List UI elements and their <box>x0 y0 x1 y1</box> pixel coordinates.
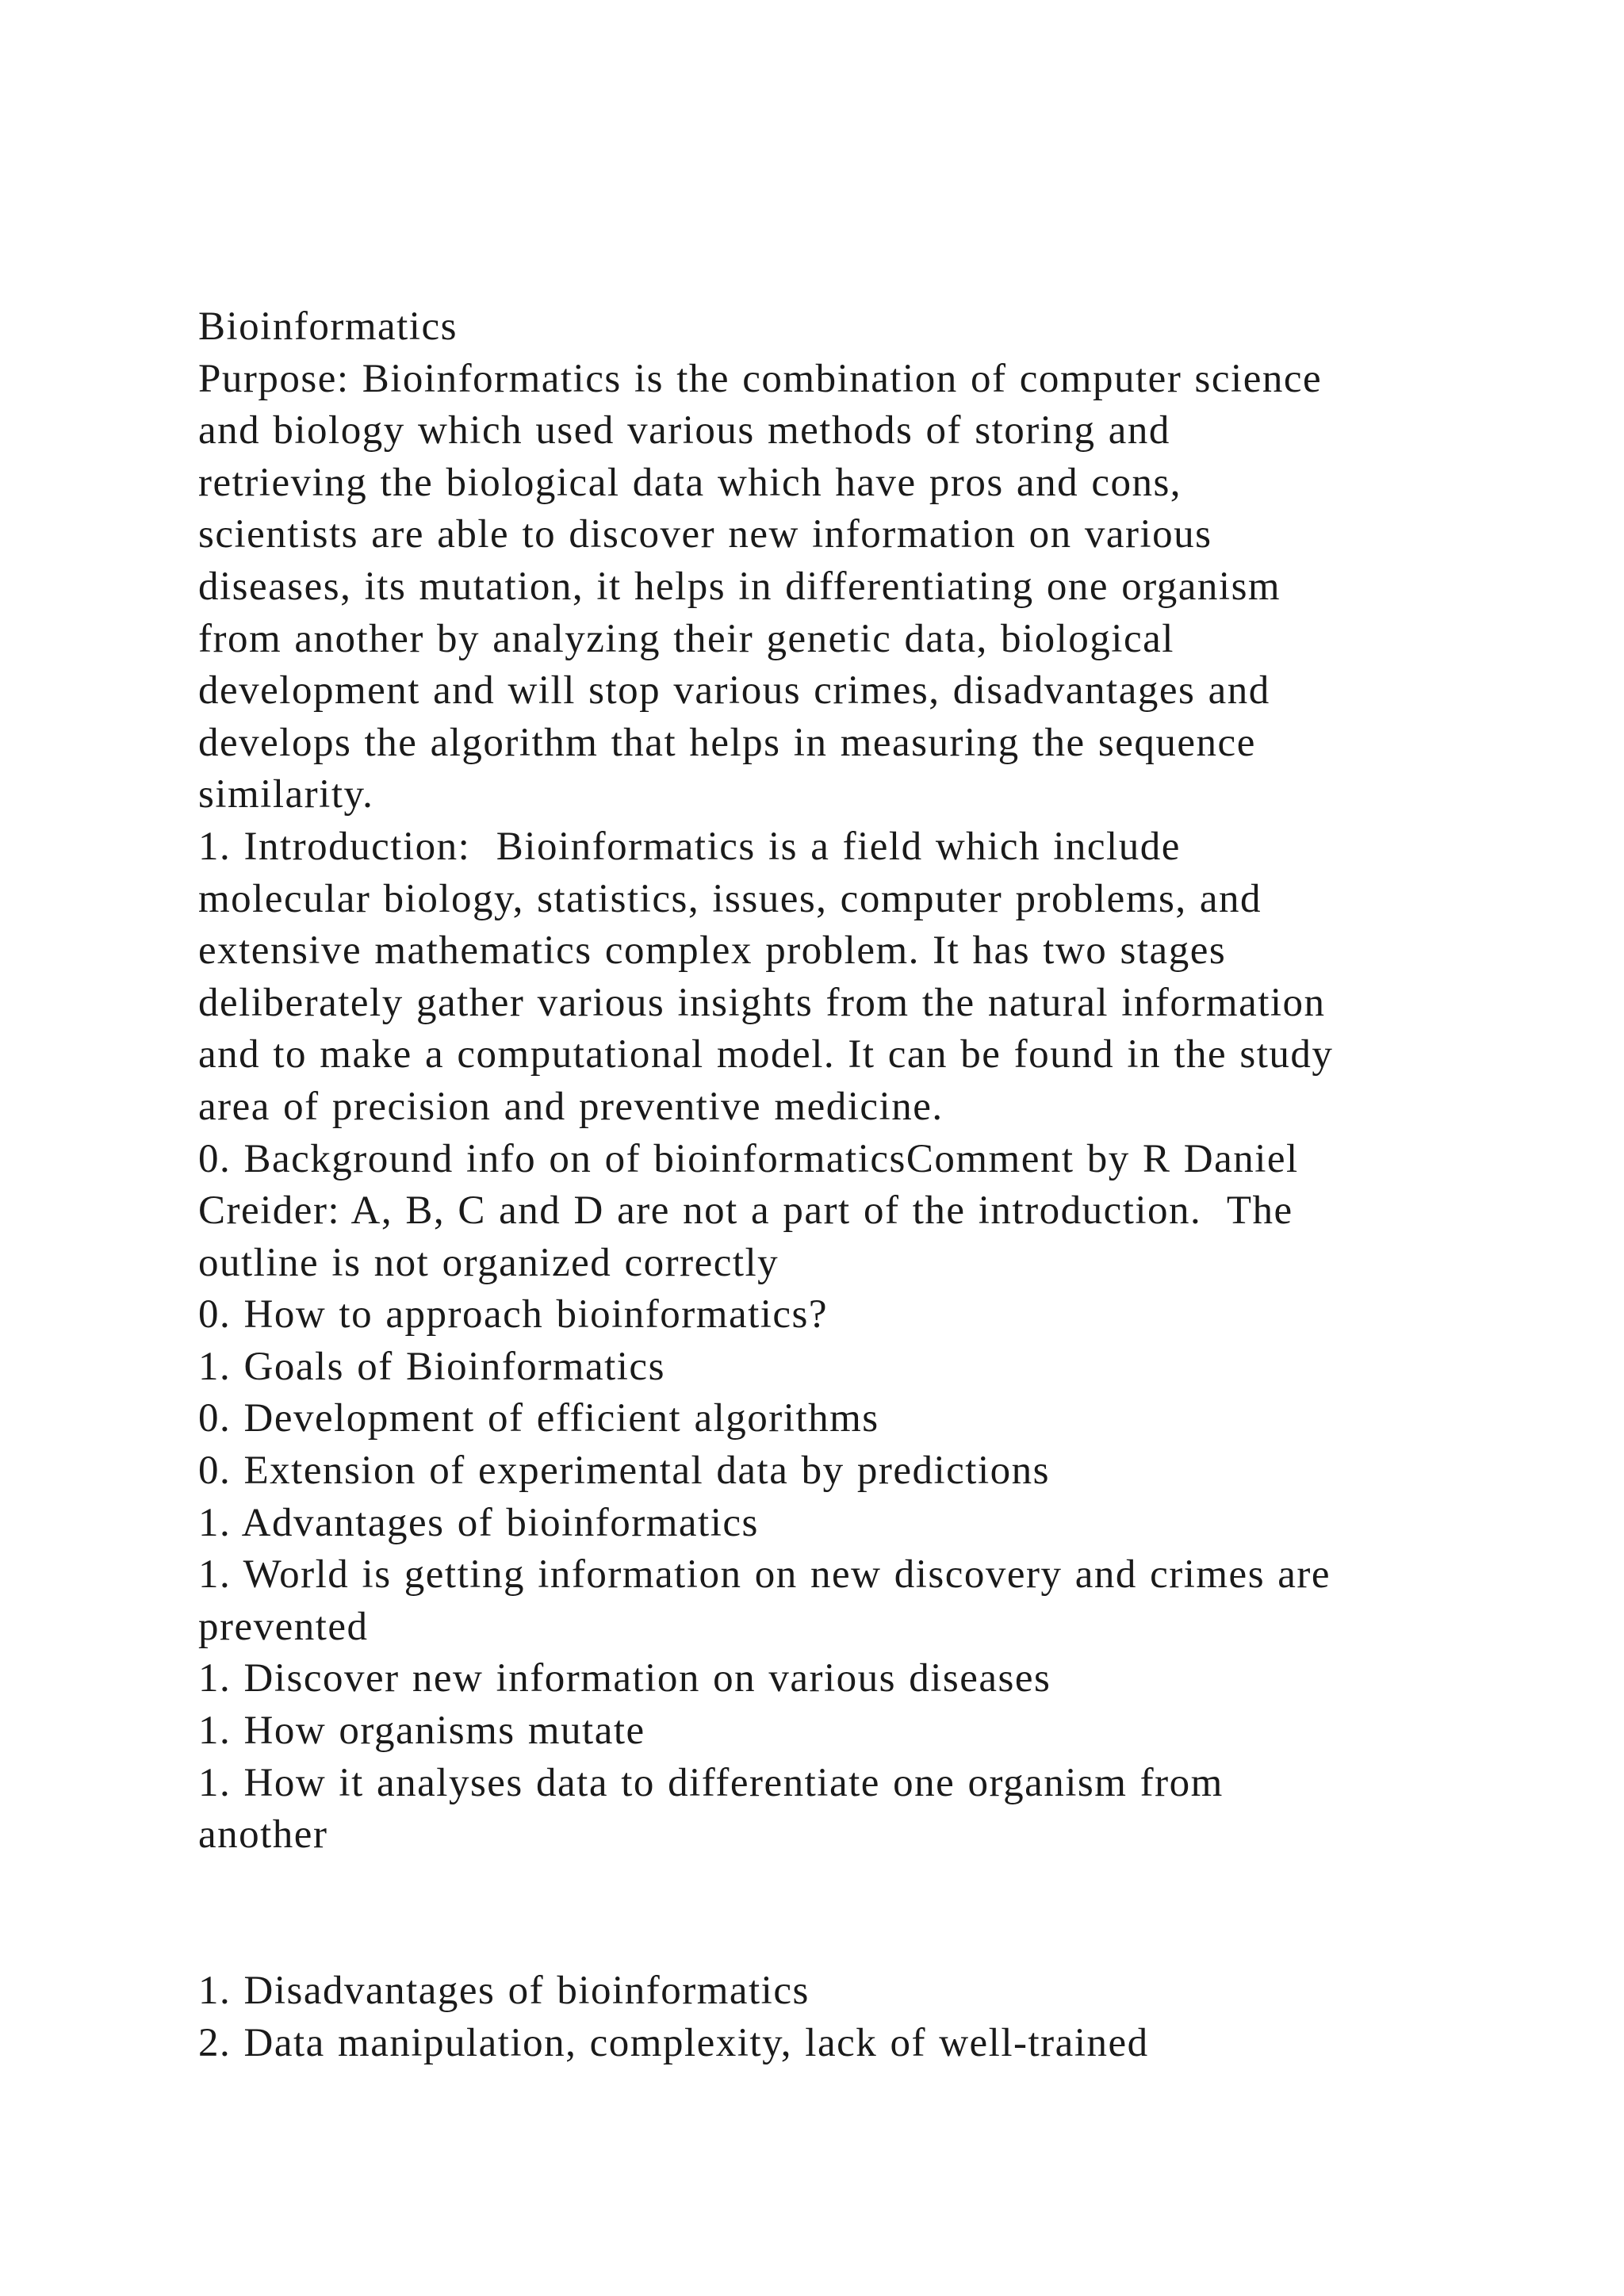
text-line: 0. Extension of experimental data by predictions <box>198 1448 1050 1494</box>
text-line: develops the algorithm that helps in measuring the sequence <box>198 720 1256 765</box>
text-line: from another by analyzing their genetic data, biological <box>198 616 1174 661</box>
text-line: prevented <box>198 1604 369 1649</box>
text-line: molecular biology, statistics, issues, computer problems, and <box>198 876 1262 921</box>
text-line: 1. World is getting information on new discovery and crimes are <box>198 1552 1331 1598</box>
text-line: 1. Disadvantages of bioinformatics <box>198 1969 810 2013</box>
text-line: 1. Advantages of bioinformatics <box>198 1500 759 1545</box>
text-line: 1. Discover new information on various diseases <box>198 1656 1051 1701</box>
text-line: another <box>198 1812 328 1858</box>
blank-line <box>198 1862 1546 1914</box>
text-line: Creider: A, B, C and D are not a part of the introduction. The <box>198 1188 1293 1234</box>
text-line: Purpose: Bioinformatics is the combination of computer science <box>198 356 1323 401</box>
blank-line <box>198 1913 1546 1965</box>
text-line: and to make a computational model. It can be found in the study <box>198 1032 1334 1077</box>
document-title: Bioinformatics <box>198 304 458 349</box>
document-body <box>198 301 1546 2069</box>
text-line: 1. Introduction: Bioinformatics is a field which include <box>198 824 1181 869</box>
text-line: extensive mathematics complex problem. It has two stages <box>198 928 1227 974</box>
document-text-block <box>198 354 1546 1862</box>
text-line: 0. Background info on of bioinformaticsComment by R Daniel <box>198 1136 1299 1181</box>
text-line: 1. How organisms mutate <box>198 1709 645 1754</box>
text-line: development and will stop various crimes, disadvantages and <box>198 668 1270 714</box>
text-line: deliberately gather various insights from the natural information <box>198 980 1326 1025</box>
text-line: 2. Data manipulation, complexity, lack of well-trained <box>198 2020 1149 2065</box>
document-text-block <box>198 1965 1546 2069</box>
text-line: 0. Development of efficient algorithms <box>198 1396 879 1441</box>
text-line: outline is not organized correctly <box>198 1240 779 1285</box>
text-line: area of precision and preventive medicine. <box>198 1084 944 1129</box>
text-line: 0. How to approach bioinformatics? <box>198 1292 829 1337</box>
text-line: diseases, its mutation, it helps in differentiating one organism <box>198 564 1281 609</box>
text-line: 1. How it analyses data to differentiate one organism from <box>198 1760 1224 1805</box>
text-line: and biology which used various methods of storing and <box>198 408 1170 453</box>
text-line: scientists are able to discover new information on various <box>198 512 1212 557</box>
text-line: 1. Goals of Bioinformatics <box>198 1344 665 1389</box>
text-line: retrieving the biological data which have pros and cons, <box>198 460 1182 505</box>
text-line: similarity. <box>198 772 374 817</box>
